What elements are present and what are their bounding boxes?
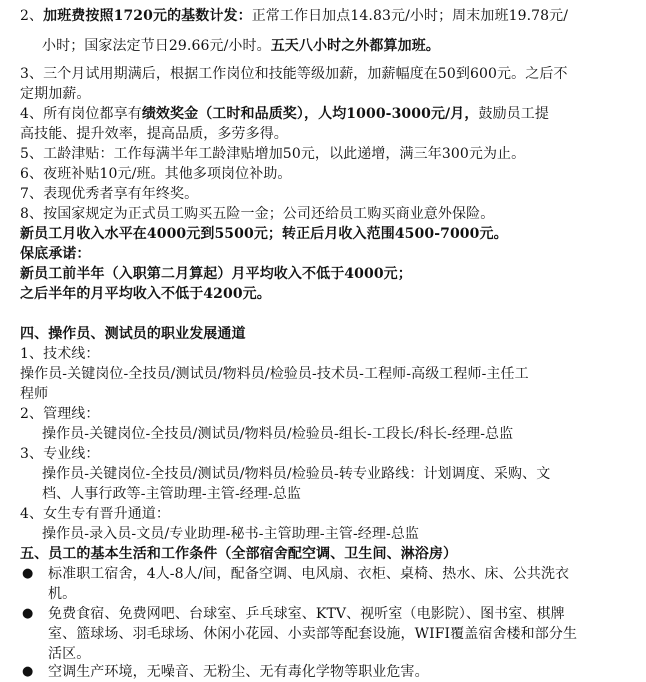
item-2-prefix: 2、 [20,8,44,24]
female-line-label: 4、女生专有晋升通道： [20,506,171,522]
item-5: 5、工龄津贴：工作每满半年工龄津贴增加50元，以此递增，满三年300元为止。 [20,146,526,162]
pro-path-line-1: 操作员-关键岗位-全技员/测试员/物料员/检验员-转专业路线：计划调度、采购、文 [42,466,551,482]
bullet-3-line-1: 空调生产环境，无噪音、无粉尘、无有毒化学物等职业危害。 [48,664,429,680]
pro-path-line-2: 档、人事行政等-主管助理-主管-经理-总监 [42,486,302,502]
pro-line-label: 3、专业线： [20,446,100,462]
bullet-dot: ● [22,606,34,621]
item-2-line-2 [42,36,440,56]
bullet-dot: ● [22,664,34,679]
guarantee-title: 保底承诺： [20,246,91,262]
female-path: 操作员-录入员-文员/专业助理-秘书-主管助理-主管-经理-总监 [42,526,420,542]
tech-path-line-2: 程师 [20,386,49,402]
item-3-line-1: 3、三个月试用期满后，根据工作岗位和技能等级加薪，加薪幅度在50到600元。之后不 [20,66,568,82]
guarantee-line-1: 新员工前半年（入职第二月算起）月平均收入不低于4000元； [20,266,412,282]
bullet-2-line-1: 免费食宿、免费网吧、台球室、乒乓球室、KTV、视听室（电影院）、图书室、棋牌 [48,606,565,622]
item-4-line-2: 高技能、提升效率，提高品质，多劳多得。 [20,126,288,142]
item-2-rates: 正常工作日加点14.83元/小时；周末加班19.78元/ [251,8,569,24]
bullet-2-line-2: 室、篮球场、羽毛球场、休闲小花园、小卖部等配套设施，WIFI覆盖宿舍楼和部分生 [48,626,578,642]
item-3-line-2: 定期加薪。 [20,86,91,102]
mgmt-path: 操作员-关键岗位-全技员/测试员/物料员/检验员-组长-工段长/科长-经理-总监 [42,426,514,442]
item-4-prefix: 4、所有岗位都享有 [20,106,142,122]
guarantee-line-2: 之后半年的月平均收入不低于4200元。 [20,286,271,302]
item-4-tail: 鼓励员工提 [478,106,549,122]
item-2-bold-tail: 五天八小时之外都算加班。 [270,38,440,54]
item-8: 8、按国家规定为正式员工购买五险一金；公司还给员工购买商业意外保险。 [20,206,495,222]
item-6: 6、夜班补贴10元/班。其他多项岗位补助。 [20,166,292,182]
item-2-cont: 小时；国家法定节日29.66元/小时。 [42,38,271,54]
section-4-title: 四、操作员、测试员的职业发展通道 [20,326,246,342]
section-5-title: 五、员工的基本生活和工作条件（全部宿舍配空调、卫生间、淋浴房） [20,546,458,562]
bullet-2-line-3: 活区。 [48,646,91,662]
new-employee-income: 新员工月收入水平在4000元到5500元；转正后月收入范围4500-7000元。 [20,226,508,242]
mgmt-line-label: 2、管理线： [20,406,100,422]
item-2-bold-head: 加班费按照1720元的基数计发： [43,8,252,24]
item-4-bold-head: 绩效奖金（工时和品质奖），人均1000-3000元/月， [141,106,479,122]
bullet-1-line-2: 机。 [48,586,77,602]
tech-path-line-1: 操作员-关键岗位-全技员/测试员/物料员/检验员-技术员-工程师-高级工程师-主任工 [20,366,529,382]
bullet-dot: ● [22,566,34,581]
item-4-line-1 [20,104,549,124]
tech-line-label: 1、技术线： [20,346,100,362]
item-2-line-1 [20,6,568,26]
item-7: 7、表现优秀者享有年终奖。 [20,186,199,202]
bullet-1-line-1: 标准职工宿舍，4人-8人/间，配备空调、电风扇、衣柜、桌椅、热水、床、公共洗衣 [48,566,570,582]
